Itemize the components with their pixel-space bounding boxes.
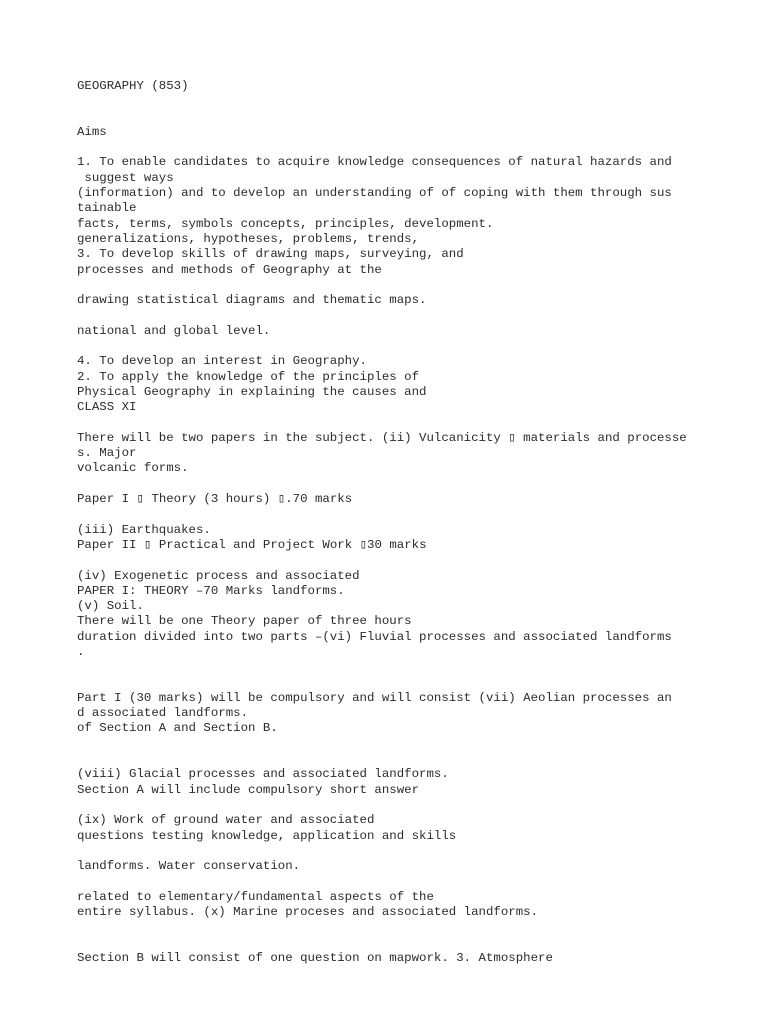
text-line: Aims — [77, 124, 107, 139]
text-line: suggest ways — [77, 170, 174, 185]
text-line: tainable — [77, 201, 137, 216]
text-line: Physical Geography in explaining the causes and — [77, 384, 427, 399]
blank-line — [77, 936, 757, 951]
blank-line — [77, 752, 757, 767]
blank-line — [77, 308, 757, 323]
text-line: of Section A and Section B. — [77, 721, 278, 736]
text-line: drawing statistical diagrams and thematic maps. — [77, 293, 427, 308]
blank-line — [77, 920, 757, 935]
text-line: (viii) Glacial processes and associated landforms. — [77, 767, 449, 782]
text-line: There will be two papers in the subject. (ii) Vulcanicity ▯ materials and processe — [77, 430, 687, 445]
blank-line — [77, 339, 757, 354]
document-text — [77, 79, 757, 966]
text-line: GEOGRAPHY (853) — [77, 79, 189, 93]
text-line: national and global level. — [77, 323, 271, 338]
text-line: (v) Soil. — [77, 599, 144, 614]
blank-line — [77, 416, 757, 431]
blank-line — [77, 874, 757, 889]
blank-line — [77, 660, 757, 675]
blank-line — [77, 553, 757, 568]
text-line: Paper II ▯ Practical and Project Work ▯30 marks — [77, 537, 427, 552]
text-line: facts, terms, symbols concepts, principles, development. — [77, 216, 494, 231]
text-line: Paper I ▯ Theory (3 hours) ▯.70 marks — [77, 492, 353, 507]
text-line: processes and methods of Geography at the — [77, 262, 382, 277]
text-line: PAPER I: THEORY –70 Marks landforms. — [77, 583, 345, 598]
text-line: Part I (30 marks) will be compulsory and will consist (vii) Aeolian processes an — [77, 690, 672, 705]
blank-line — [77, 737, 757, 752]
blank-line — [77, 798, 757, 813]
blank-line — [77, 676, 757, 691]
text-line: (iii) Earthquakes. — [77, 522, 211, 537]
text-line: related to elementary/fundamental aspects of the — [77, 889, 434, 904]
text-line: 4. To develop an interest in Geography. — [77, 354, 367, 369]
text-line: (information) and to develop an understanding of of coping with them through sus — [77, 186, 672, 201]
text-line: There will be one Theory paper of three hours — [77, 614, 412, 629]
text-line: generalizations, hypotheses, problems, trends, — [77, 231, 420, 246]
text-line: 3. To develop skills of drawing maps, surveying, and — [77, 247, 464, 262]
blank-line — [77, 94, 757, 109]
text-line: (ix) Work of ground water and associated — [77, 813, 375, 828]
blank-line — [77, 477, 757, 492]
blank-line — [77, 278, 757, 293]
blank-line — [77, 844, 757, 859]
text-line: . — [77, 644, 85, 659]
text-line: 2. To apply the knowledge of the principles of — [77, 369, 420, 384]
text-line: volcanic forms. — [77, 461, 189, 476]
blank-line — [77, 110, 757, 125]
blank-line — [77, 140, 757, 155]
text-line: Section A will include compulsory short answer — [77, 782, 420, 797]
text-line: s. Major — [77, 446, 137, 461]
text-line: landforms. Water conservation. — [77, 859, 301, 874]
text-line: (iv) Exogenetic process and associated — [77, 568, 360, 583]
text-line: entire syllabus. (x) Marine proceses and associated landforms. — [77, 905, 539, 920]
text-line: Section B will consist of one question on mapwork. 3. Atmosphere — [77, 950, 553, 965]
text-line: d associated landforms. — [77, 706, 249, 721]
text-line: CLASS XI — [77, 400, 137, 415]
text-line: questions testing knowledge, application and skills — [77, 828, 457, 843]
text-line: duration divided into two parts –(vi) Fluvial processes and associated landforms — [77, 629, 672, 644]
blank-line — [77, 507, 757, 522]
text-line: 1. To enable candidates to acquire knowledge consequences of natural hazards and — [77, 155, 672, 170]
